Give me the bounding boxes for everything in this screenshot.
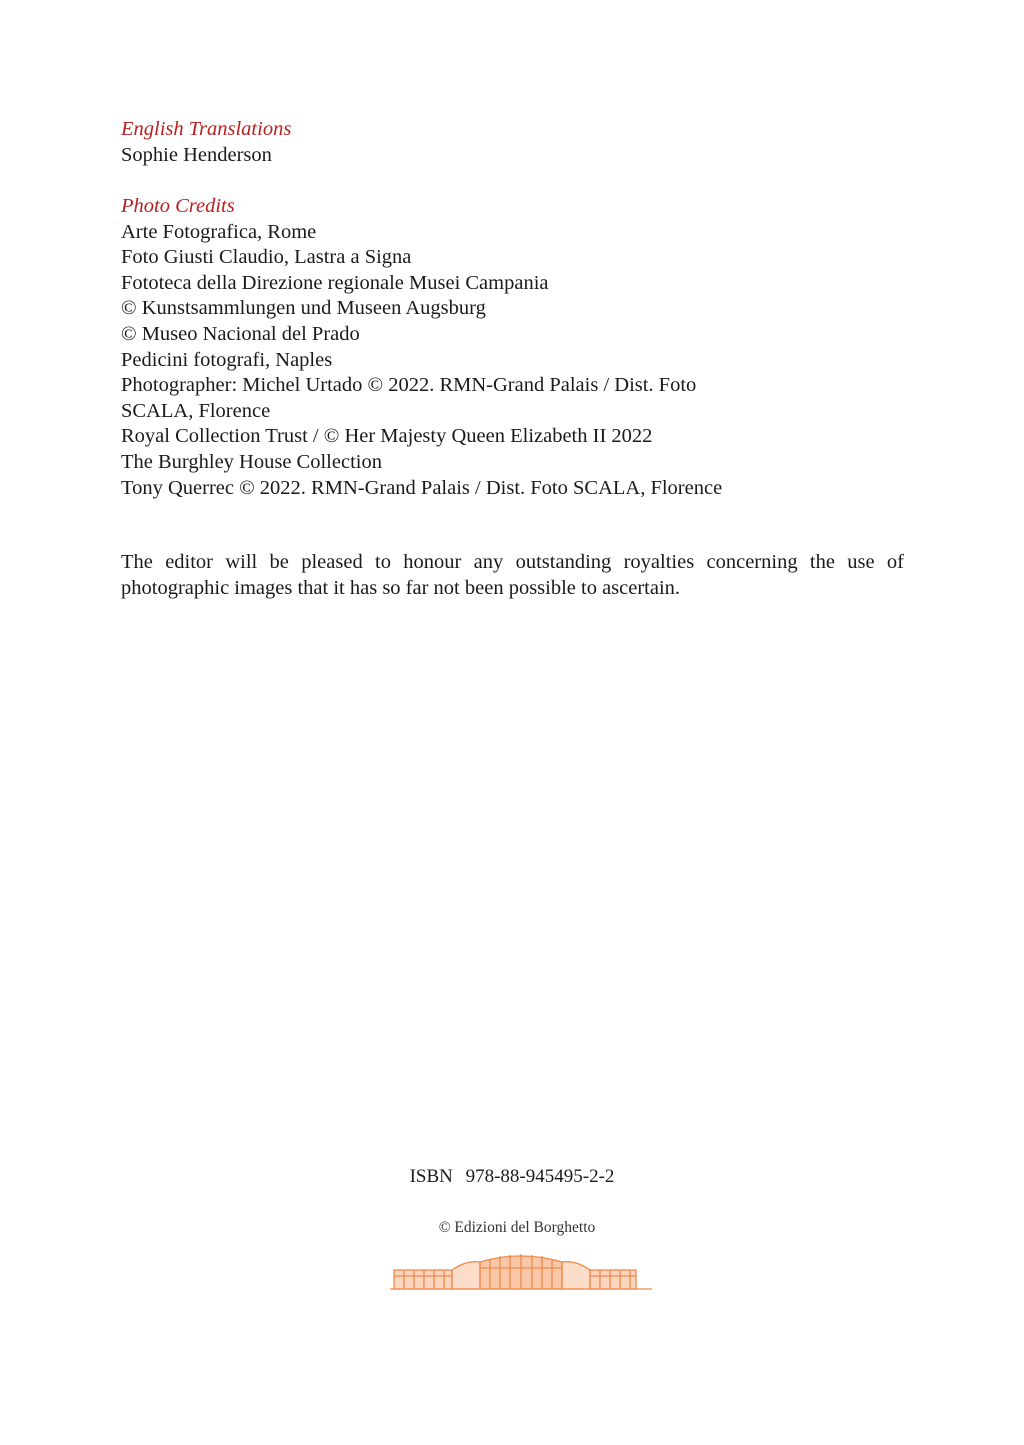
translator-name: Sophie Henderson [121, 143, 272, 166]
credit-line: Pedicini fotografi, Naples [121, 348, 333, 371]
building-facade-logo-icon [390, 1248, 652, 1292]
isbn-line [0, 1165, 1024, 1189]
isbn-number: 978-88-945495-2-2 [465, 1166, 615, 1187]
notice-line: The editor will be pleased to honour any outstanding royalties concerning the use of [121, 551, 904, 573]
photo-credits-section [121, 194, 722, 501]
notice-line: photographic images that it has so far not been possible to ascertain. [121, 576, 681, 599]
credit-line: Photographer: Michel Urtado © 2022. RMN-Grand Palais / Dist. Foto [121, 374, 697, 397]
credit-line: © Kunstsammlungen und Museen Augsburg [121, 297, 486, 320]
credit-line: The Burghley House Collection [121, 450, 382, 473]
isbn-label: ISBN [409, 1166, 453, 1187]
credit-line: © Museo Nacional del Prado [121, 322, 360, 345]
credit-line: Arte Fotografica, Rome [121, 220, 317, 243]
royalties-notice [121, 550, 904, 601]
credit-line: Foto Giusti Claudio, Lastra a Signa [121, 246, 412, 269]
publisher-copyright: © Edizioni del Borghetto [438, 1219, 596, 1236]
translations-section [121, 117, 291, 168]
photo-credits-heading: Photo Credits [121, 195, 235, 217]
credit-line: Tony Querrec © 2022. RMN-Grand Palais / Dist. Foto SCALA, Florence [121, 476, 723, 499]
credit-line: Fototeca della Direzione regionale Musei Campania [121, 271, 549, 294]
translations-heading: English Translations [121, 118, 292, 140]
credit-line: SCALA, Florence [121, 399, 271, 422]
credit-line: Royal Collection Trust / © Her Majesty Queen Elizabeth II 2022 [121, 425, 653, 448]
